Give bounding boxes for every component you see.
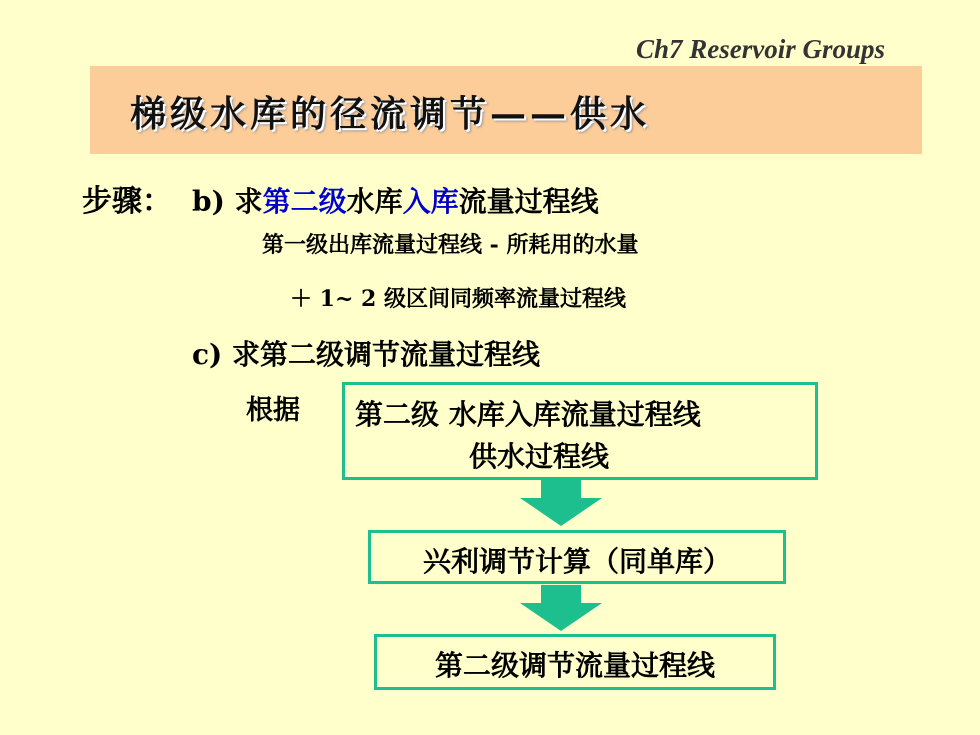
step-c-heading: c) 求第二级调节流量过程线 xyxy=(192,338,541,371)
result-box-label: 第二级调节流量过程线 xyxy=(434,649,715,682)
step-b-heading xyxy=(192,180,599,220)
step-b-inflow-highlight: 入库 xyxy=(402,185,459,218)
step-b-suffix: 流量过程线 xyxy=(458,185,599,218)
input-box-line1: 第二级 水库入库流量过程线 xyxy=(355,398,701,431)
step-b-prefix: b) 求 xyxy=(192,185,263,218)
step-b-level-highlight: 第二级 xyxy=(262,185,347,218)
step-b-detail-outflow: 第一级出库流量过程线 - 所耗用的水量 xyxy=(262,232,639,258)
calculation-box-label: 兴利调节计算（同单库） xyxy=(422,545,731,578)
input-box xyxy=(342,382,818,480)
steps-label: 步骤： xyxy=(82,184,172,219)
result-box xyxy=(374,634,776,690)
calculation-box xyxy=(368,530,786,584)
input-box-line2: 供水过程线 xyxy=(469,440,610,473)
basis-label: 根据 xyxy=(246,395,300,426)
chapter-label: Ch7 Reservoir Groups xyxy=(635,34,885,64)
down-arrow-icon xyxy=(520,585,602,631)
step-b-reservoir: 水库 xyxy=(346,185,403,218)
slide-title: 梯级水库的径流调节——供水 xyxy=(130,93,651,135)
step-b-detail-interval: ＋ 1~ 2 级区间同频率流量过程线 xyxy=(290,286,627,312)
down-arrow-icon xyxy=(520,480,602,526)
title-banner xyxy=(90,66,922,154)
